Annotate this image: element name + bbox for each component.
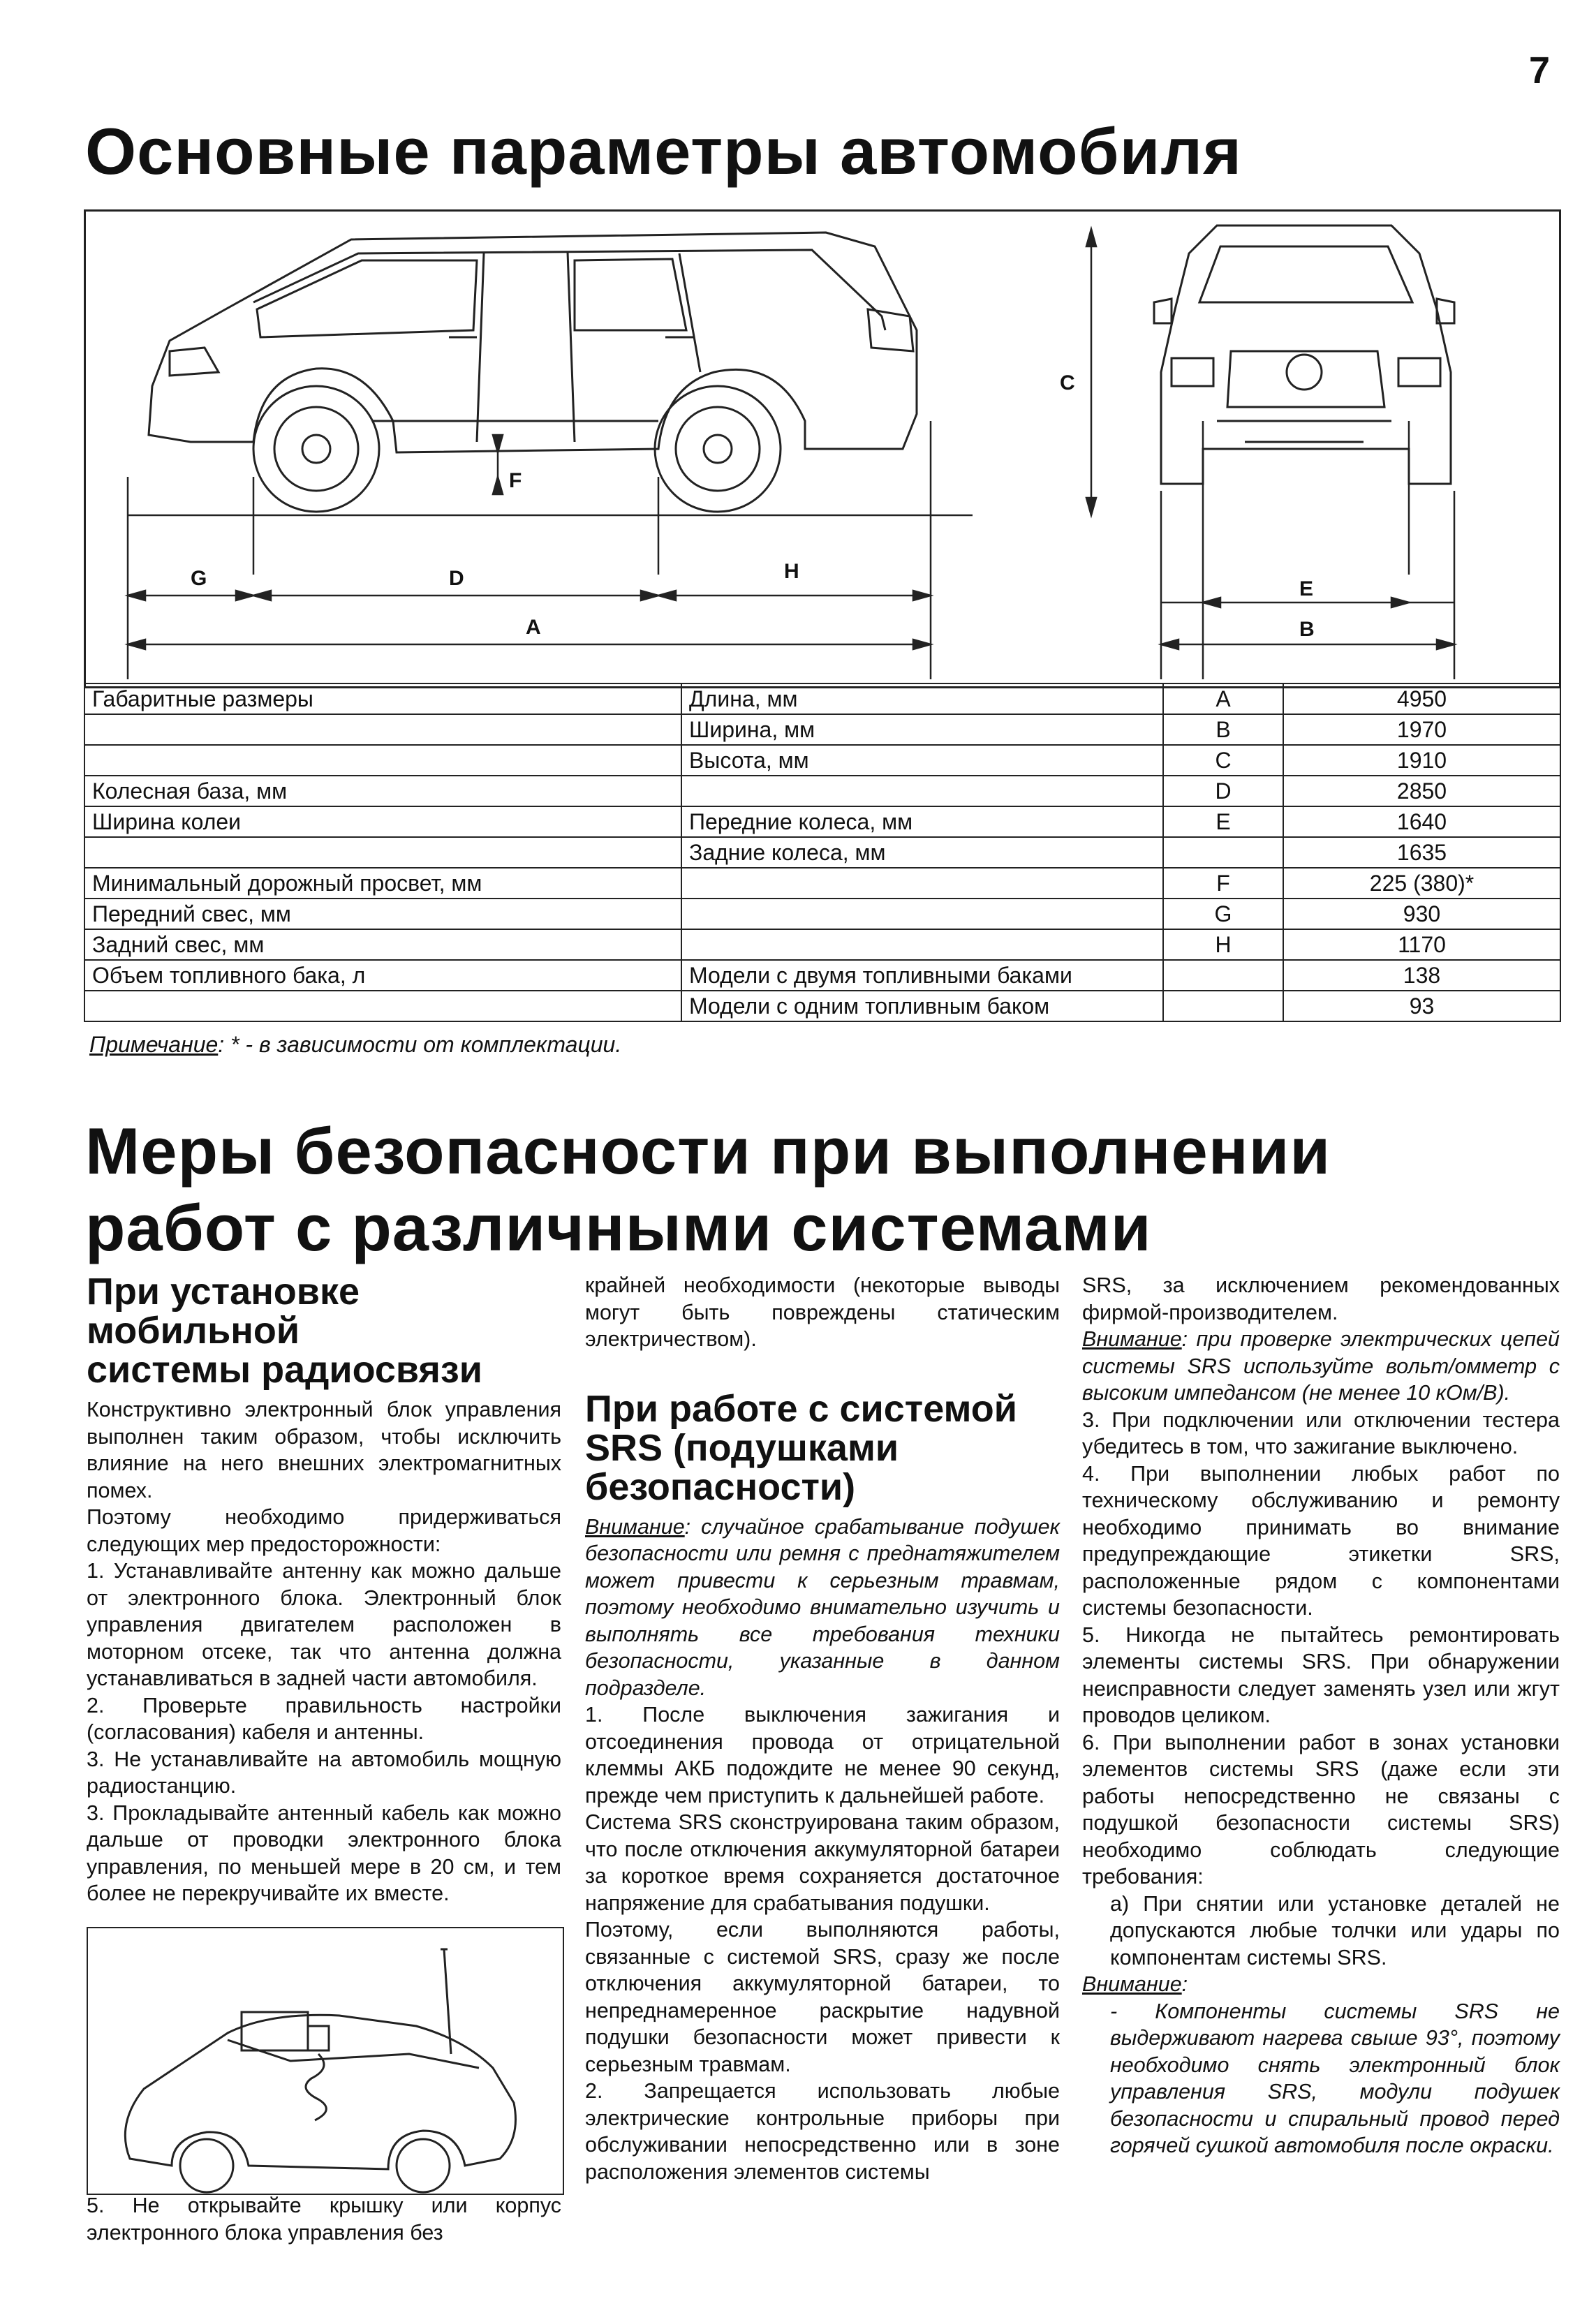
col2-warning-text: : случайное срабатывание подушек безопасности или ремня с преднатяжителем может привести к серьезным травмам, поэтому необходимо внимательно изучить и выполнять все требования техники безопасности, указанные в данном подразделе. (585, 1514, 1060, 1700)
col3-warning-2-text: : (1181, 1972, 1188, 1996)
table-row (84, 991, 1560, 1021)
table-cell-c3: F (1163, 868, 1283, 899)
table-cell-c3: D (1163, 776, 1283, 806)
section-title-parameters: Основные параметры автомобиля (85, 114, 1242, 188)
table-cell-c2: Ширина, мм (681, 714, 1163, 745)
table-cell-c2 (681, 929, 1163, 960)
col2-heading: При работе с системой SRS (подушками безопасности) (585, 1387, 1017, 1508)
table-row (84, 776, 1560, 806)
car-radio-antenna-icon (88, 1928, 563, 2194)
col3-paragraph: SRS, за исключением рекомендованных фирмой-производителем. (1082, 1273, 1560, 1324)
table-cell-c1: Габаритные размеры (84, 683, 681, 714)
table-cell-c3: E (1163, 806, 1283, 837)
col2-paragraph: крайней необходимости (некоторые выводы могут быть повреждены статическим электричеством). (585, 1273, 1060, 1351)
table-row (84, 837, 1560, 868)
page-number: 7 (1529, 50, 1551, 91)
table-cell-c1 (84, 837, 681, 868)
col1-paragraph: 2. Проверьте правильность настройки (согласования) кабеля и антенны. (87, 1693, 561, 1744)
table-cell-c4: 4950 (1283, 683, 1560, 714)
table-cell-c1: Объем топливного бака, л (84, 960, 681, 991)
dim-label-c: C (1060, 371, 1075, 394)
table-cell-c3: A (1163, 683, 1283, 714)
col2-paragraph: Система SRS сконструирована таким образом, что после отключения аккумуляторной батареи за короткое время сохраняется достаточное напряжение для срабатывания подушки. (585, 1810, 1060, 1915)
table-cell-c4: 1635 (1283, 837, 1560, 868)
col1-paragraph: 3. Прокладывайте антенный кабель как можно дальше от проводки электронного блока управления, по меньшей мере в 20 см, и тем более не перекручивайте их вместе. (87, 1801, 561, 1905)
col3-warning (1082, 1326, 1560, 1407)
table-cell-c4: 93 (1283, 991, 1560, 1021)
column-1-continued (87, 2192, 561, 2246)
table-cell-c4: 1970 (1283, 714, 1560, 745)
table-cell-c3: G (1163, 899, 1283, 929)
dim-label-g: G (191, 567, 207, 590)
table-cell-c1: Колесная база, мм (84, 776, 681, 806)
table-row (84, 683, 1560, 714)
col3-paragraph: 4. При выполнении любых работ по техническому обслуживанию и ремонту необходимо принимать во внимание предупреждающие этикетки SRS, расположенные рядом с компонентами системы безопасности. (1082, 1461, 1560, 1620)
col2-paragraph: 1. После выключения зажигания и отсоединения провода от отрицательной клеммы АКБ подождите не менее 90 секунд, прежде чем приступить к дальнейшей работе. (585, 1703, 1060, 1808)
column-2 (585, 1272, 1060, 2185)
table-cell-c1: Минимальный дорожный просвет, мм (84, 868, 681, 899)
parameters-table (84, 683, 1561, 1022)
table-cell-c1: Передний свес, мм (84, 899, 681, 929)
col1-paragraph: Конструктивно электронный блок управления выполнен таким образом, чтобы исключить влияние на него внешних электромагнитных помех. (87, 1398, 561, 1502)
table-row (84, 745, 1560, 776)
table-cell-c2 (681, 868, 1163, 899)
table-note (89, 1032, 621, 1058)
table-cell-c2: Длина, мм (681, 683, 1163, 714)
col1-paragraph: 5. Не открывайте крышку или корпус электронного блока управления без (87, 2194, 561, 2245)
table-cell-c4: 225 (380)* (1283, 868, 1560, 899)
table-cell-c1: Задний свес, мм (84, 929, 681, 960)
table-cell-c1 (84, 714, 681, 745)
table-row (84, 899, 1560, 929)
col3-paragraph: 6. При выполнении работ в зонах установки элементов системы SRS (даже если эти работы непосредственно не связаны с подушкой безопасности системы SRS) необходимо соблюдать следующие требования: (1082, 1730, 1560, 1888)
side-view-car-icon (149, 232, 917, 512)
table-cell-c2: Передние колеса, мм (681, 806, 1163, 837)
table-row (84, 714, 1560, 745)
col3-warning-2-label: Внимание (1082, 1972, 1182, 1996)
note-label: Примечание (89, 1032, 219, 1057)
table-cell-c2: Высота, мм (681, 745, 1163, 776)
dim-label-e: E (1299, 577, 1314, 600)
table-cell-c2 (681, 776, 1163, 806)
table-cell-c1 (84, 745, 681, 776)
table-cell-c1: Ширина колеи (84, 806, 681, 837)
col3-paragraph: а) При снятии или установке деталей не допускаются любые толчки или удары по компонентам системы SRS. (1110, 1891, 1560, 1969)
table-row (84, 929, 1560, 960)
table-row (84, 960, 1560, 991)
col2-warning-label: Внимание (585, 1514, 685, 1539)
table-cell-c4: 930 (1283, 899, 1560, 929)
note-text: : * - в зависимости от комплектации. (218, 1032, 622, 1057)
dim-label-f: F (509, 469, 522, 492)
col3-paragraph: 3. При подключении или отключении тестера убедитесь в том, что зажигание выключено. (1082, 1407, 1560, 1458)
col2-warning (585, 1514, 1060, 1702)
table-cell-c4: 1170 (1283, 929, 1560, 960)
table-cell-c2: Модели с одним топливным баком (681, 991, 1163, 1021)
table-cell-c4: 1640 (1283, 806, 1560, 837)
table-cell-c3 (1163, 837, 1283, 868)
col3-warning-2 (1082, 1971, 1560, 1998)
section-title-safety-line2: работ с различными системами (85, 1191, 1152, 1264)
column-1 (87, 1272, 561, 1907)
col3-warning-text: : при проверке электрических цепей системы SRS используйте вольт/омметр с высоким импедансом (не менее 10 кОм/В). (1082, 1327, 1560, 1405)
table-cell-c2: Задние колеса, мм (681, 837, 1163, 868)
table-cell-c3: B (1163, 714, 1283, 745)
col2-paragraph: Поэтому, если выполняются работы, связанные с системой SRS, сразу же после отключения аккумуляторной батареи, то непреднамеренное раскрытие надувной подушки безопасности может привести к серьезным травмам. (585, 1918, 1060, 2076)
dim-label-b: B (1299, 618, 1315, 641)
table-cell-c4: 1910 (1283, 745, 1560, 776)
section-title-safety-line1: Меры безопасности при выполнении (85, 1114, 1331, 1188)
column-3 (1082, 1272, 1560, 2159)
col1-heading-line1: При установке мобильной (87, 1271, 360, 1352)
col3-warning-label: Внимание (1082, 1327, 1182, 1351)
vehicle-dimensions-diagram (84, 209, 1561, 688)
table-cell-c3: H (1163, 929, 1283, 960)
dim-label-d: D (449, 567, 464, 590)
col1-paragraph: 1. Устанавливайте антенну как можно дальше от электронного блока. Электронный блок управления двигателем расположен в моторном отсеке, так что антенна должна устанавливаться в задней части автомобиля. (87, 1559, 561, 1690)
col2-paragraph: 2. Запрещается использовать любые электрические контрольные приборы при обслуживании непосредственно или в зоне расположения элементов системы (585, 2079, 1060, 2184)
table-cell-c3 (1163, 960, 1283, 991)
table-cell-c2: Модели с двумя топливными баками (681, 960, 1163, 991)
dim-label-h: H (784, 560, 799, 583)
table-cell-c3: C (1163, 745, 1283, 776)
table-cell-c4: 2850 (1283, 776, 1560, 806)
radio-installation-figure (87, 1927, 564, 2195)
col1-paragraph: 3. Не устанавливайте на автомобиль мощную радиостанцию. (87, 1747, 561, 1798)
table-cell-c3 (1163, 991, 1283, 1021)
dim-label-a: A (526, 616, 541, 639)
col1-heading-line2: системы радиосвязи (87, 1349, 482, 1391)
table-cell-c4: 138 (1283, 960, 1560, 991)
table-row (84, 806, 1560, 837)
col1-paragraph: Поэтому необходимо придерживаться следующих мер предосторожности: (87, 1505, 561, 1556)
table-cell-c2 (681, 899, 1163, 929)
vehicle-diagram-svg (86, 212, 1559, 686)
table-cell-c1 (84, 991, 681, 1021)
col3-paragraph: 5. Никогда не пытайтесь ремонтировать элементы системы SRS. При обнаружении неисправности следует заменять узел или жгут проводов целиком. (1082, 1622, 1560, 1727)
col3-paragraph: - Компоненты системы SRS не выдерживают нагрева свыше 93°, поэтому необходимо снять электронный блок управления SRS, модули подушек безопасности и спиральный провод перед горячей сушкой автомобиля после окраски. (1110, 1999, 1560, 2157)
table-row (84, 868, 1560, 899)
col1-heading (87, 1272, 561, 1389)
